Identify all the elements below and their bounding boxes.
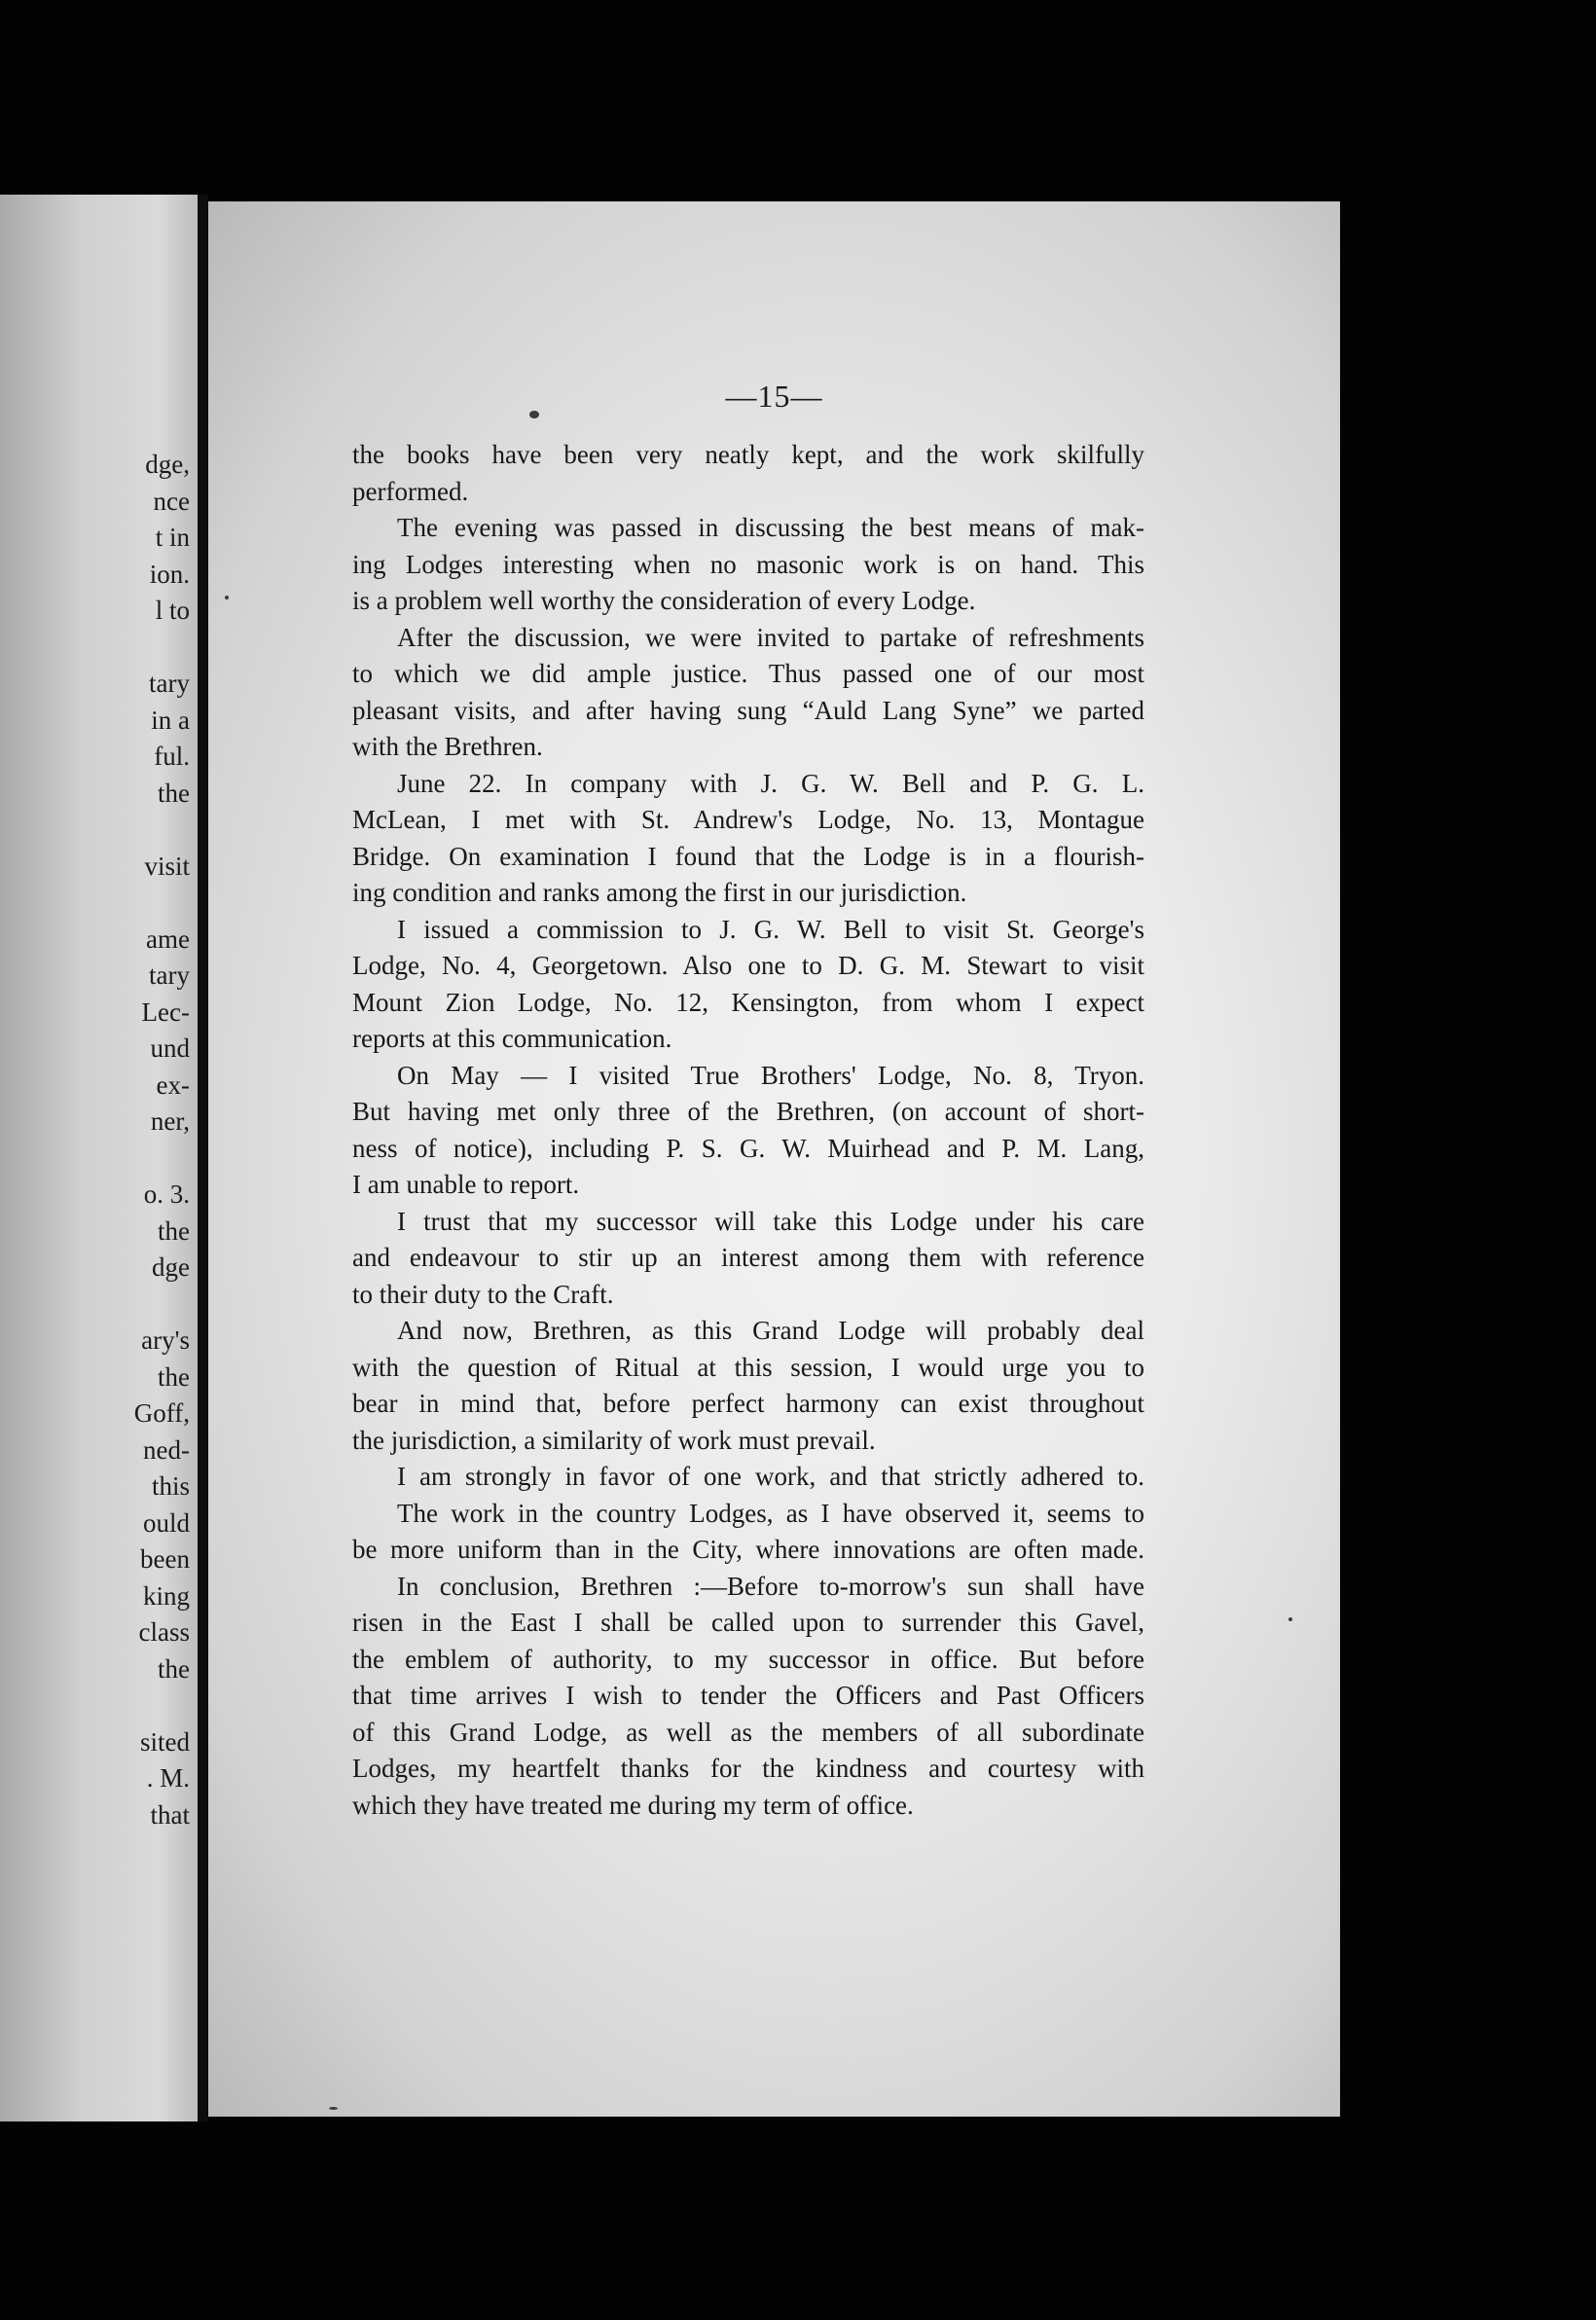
left-page-fragment: Lec- <box>141 997 190 1027</box>
text-line: the emblem of authority, to my successor in office. But before <box>352 1644 1144 1674</box>
text-line: I trust that my successor will take this Lodge under his care <box>397 1206 1144 1236</box>
left-page-fragment: nce <box>153 486 190 516</box>
left-page-fragment: dge, <box>145 450 190 479</box>
book-gutter <box>198 195 208 2121</box>
text-line: is a problem well worthy the consideration of every Lodge. <box>352 586 976 615</box>
left-page-fragment: sited <box>140 1726 190 1757</box>
text-line: Lodges, my heartfelt thanks for the kindness and courtesy with <box>352 1754 1144 1783</box>
left-page-fragment: dge <box>152 1252 190 1282</box>
text-line: McLean, I met with St. Andrew's Lodge, No. 13, Montague <box>352 805 1144 834</box>
left-page-fragment: the <box>158 1361 190 1392</box>
left-page-fragment: ner, <box>150 1106 190 1136</box>
text-line: bear in mind that, before perfect harmony can exist throughout <box>352 1389 1144 1418</box>
left-page-fragment: king <box>142 1580 190 1611</box>
left-page-fragment: Goff, <box>133 1398 190 1428</box>
left-page-fragment: ful. <box>154 742 190 771</box>
ink-speck <box>329 2107 338 2110</box>
text-line: ing Lodges interesting when no masonic work is on hand. This <box>352 549 1144 579</box>
text-line: ness of notice), including P. S. G. W. Muirhead and P. M. Lang, <box>352 1133 1144 1163</box>
left-page-fragment: tary <box>149 961 190 990</box>
left-page-fragment: l to <box>155 596 190 625</box>
left-page-fragment: class <box>138 1617 190 1647</box>
text-line: to which we did ample justice. Thus passed one of our most <box>352 659 1144 688</box>
text-line: I issued a commission to J. G. W. Bell to visit St. George's <box>397 914 1144 944</box>
text-line: The evening was passed in discussing the best means of mak- <box>397 513 1144 542</box>
page-number: —15— <box>725 379 823 414</box>
left-page-fragment: ame <box>146 924 190 954</box>
text-line: The work in the country Lodges, as I have observed it, seems to <box>397 1498 1144 1528</box>
left-page-fragment: und <box>150 1033 190 1063</box>
text-line: Bridge. On examination I found that the Lodge is in a flourish- <box>352 841 1144 871</box>
text-line: ing condition and ranks among the first in our jurisdiction. <box>352 878 967 907</box>
text-line: And now, Brethren, as this Grand Lodge will probably deal <box>397 1316 1144 1345</box>
text-line: But having met only three of the Brethren, (on account of short- <box>352 1097 1144 1126</box>
ink-speck <box>225 596 229 599</box>
text-line: with the Brethren. <box>352 732 543 761</box>
text-line: Mount Zion Lodge, No. 12, Kensington, from whom I expect <box>352 987 1144 1017</box>
left-page-fragment: the <box>158 1215 190 1246</box>
text-line: that time arrives I wish to tender the Officers and Past Officers <box>352 1681 1144 1710</box>
text-line: Lodge, No. 4, Georgetown. Also one to D. G. M. Stewart to visit <box>352 951 1144 980</box>
right-page <box>208 201 1340 2117</box>
left-page-fragment: the <box>158 1653 190 1684</box>
text-line: of this Grand Lodge, as well as the members of all subordinate <box>352 1717 1144 1747</box>
left-page-fragment: in a <box>151 705 190 735</box>
text-line: which they have treated me during my term of office. <box>352 1790 914 1820</box>
text-line: the jurisdiction, a similarity of work must prevail. <box>352 1425 876 1455</box>
left-page-fragment: visit <box>144 851 190 881</box>
text-line: to their duty to the Craft. <box>352 1279 614 1309</box>
left-page-fragment: ion. <box>149 559 190 589</box>
text-line: reports at this communication. <box>352 1024 672 1053</box>
ink-speck <box>529 411 539 418</box>
left-page-fragment: ould <box>142 1507 190 1538</box>
text-line: On May — I visited True Brothers' Lodge, No. 8, Tryon. <box>397 1060 1144 1090</box>
text-line: be more uniform than in the City, where innovations are often made. <box>352 1535 1144 1564</box>
left-page-fragment: this <box>151 1471 190 1501</box>
left-page-fragment: ned- <box>143 1434 190 1465</box>
text-line: pleasant visits, and after having sung “Auld Lang Syne” we parted <box>352 695 1144 725</box>
text-line: In conclusion, Brethren :—Before to-morrow's sun shall have <box>397 1571 1144 1601</box>
left-page-fragment: that <box>150 1799 190 1830</box>
text-line: I am unable to report. <box>352 1170 580 1199</box>
left-page-fragment: ary's <box>141 1325 190 1355</box>
body-text <box>352 437 1144 1824</box>
left-page-fragment: o. 3. <box>143 1179 190 1209</box>
ink-speck <box>1288 1617 1292 1621</box>
text-line: with the question of Ritual at this session, I would urge you to <box>352 1352 1144 1382</box>
text-line: risen in the East I shall be called upon to surrender this Gavel, <box>352 1608 1144 1637</box>
left-page-fragment: been <box>140 1544 190 1574</box>
left-page-fragment: . M. <box>146 1763 190 1793</box>
left-page-fragment: t in <box>155 523 190 552</box>
text-line: After the discussion, we were invited to partake of refreshments <box>397 622 1144 652</box>
text-line: I am strongly in favor of one work, and that strictly adhered to. <box>397 1462 1144 1491</box>
left-page-fragment: tary <box>149 669 190 698</box>
left-page-fragment: ex- <box>156 1069 190 1100</box>
left-page-edge <box>0 195 198 2121</box>
text-line: performed. <box>352 476 469 506</box>
left-page-fragment: the <box>158 778 190 808</box>
text-line: June 22. In company with J. G. W. Bell and P. G. L. <box>397 768 1144 798</box>
text-line: and endeavour to stir up an interest among them with reference <box>352 1243 1144 1272</box>
text-line: the books have been very neatly kept, and the work skilfully <box>352 440 1144 469</box>
